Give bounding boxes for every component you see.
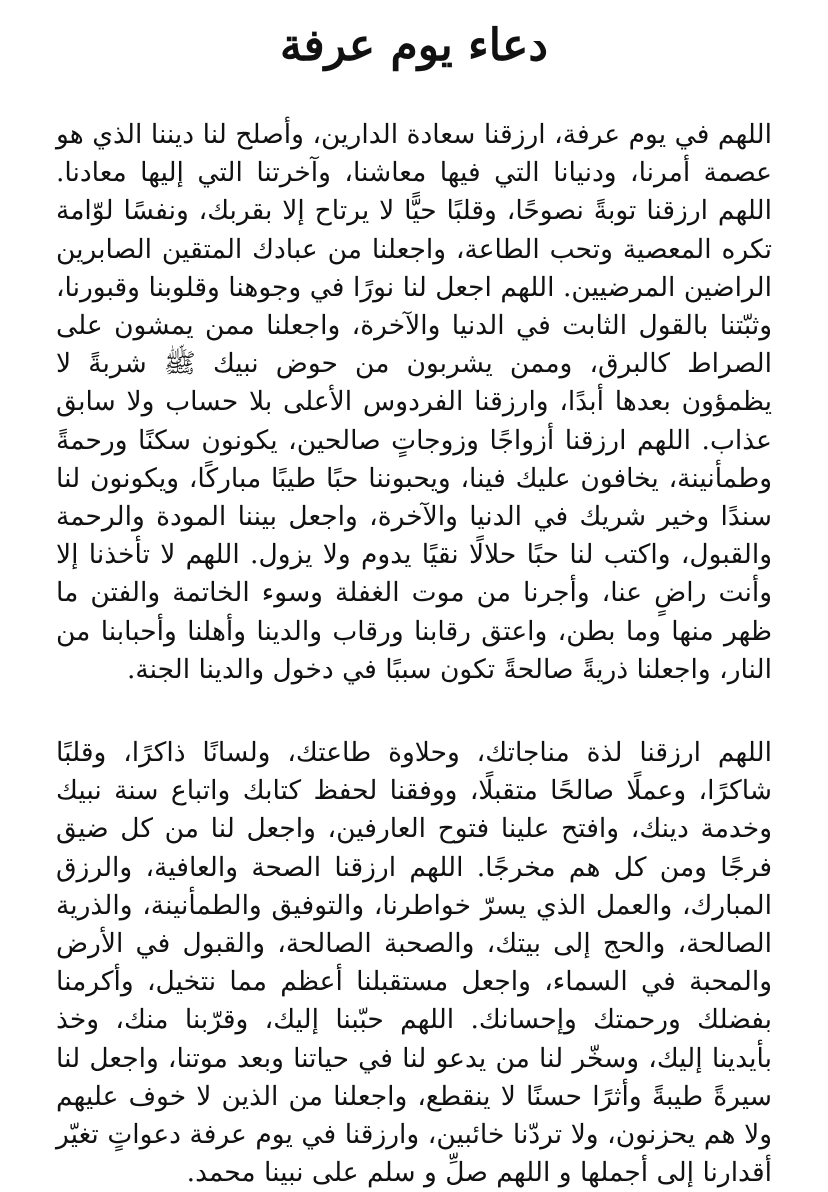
- paragraph-2: اللهم ارزقنا لذة مناجاتك، وحلاوة طاعتك، ولسانًا ذاكرًا، وقلبًا شاكرًا، وعملًا صالحًا متقبلًا، ووفقنا لحفظ كتابك واتباع سنة نبيك وخدمة دينك، وافتح علينا فتوح العارفين، واجعل لنا من كل ضيق فرجًا ومن كل هم مخرجًا. اللهم ارزقنا الصحة والعافية، والرزق المبارك، والعمل الذي يسرّ خواطرنا، والتوفيق والطمأنينة، والذرية الصالحة، والحج إلى بيتك، والصحبة الصالحة، والقبول في الأرض والمحبة في السماء، واجعل مستقبلنا أعظم مما نتخيل، وأكرمنا بفضلك ورحمتك وإحسانك. اللهم حبّبنا إليك، وقرّبنا منك، وخذ بأيدينا إليك، وسخّر لنا من يدعو لنا في حياتنا وبعد موتنا، واجعل لنا سيرةً طيبةً وأثرًا حسنًا لا ينقطع، واجعلنا من الذين لا خوف عليهم ولا هم يحزنون، ولا تردّنا خائبين، وارزقنا في يوم عرفة دعواتٍ تغيّر أقدارنا إلى أجملها و اللهم صلِّ و سلم على نبينا محمد.: [56, 737, 772, 1189]
- paragraph-1: اللهم في يوم عرفة، ارزقنا سعادة الدارين، وأصلح لنا ديننا الذي هو عصمة أمرنا، ودنيانا التي فيها معاشنا، وآخرتنا التي إليها معادنا. اللهم ارزقنا توبةً نصوحًا، وقلبًا حيًّا لا يرتاح إلا بقربك، ونفسًا لوّامة تكره المعصية وتحب الطاعة، واجعلنا من عبادك المتقين الصابرين الراضين المرضيين. اللهم اجعل لنا نورًا في وجوهنا وقلوبنا وقبورنا، وثبّتنا بالقول الثابت في الدنيا والآخرة، واجعلنا ممن يمشون على الصراط كالبرق، وممن يشربون من حوض نبيك ﷺ شربةً لا يظمؤون بعدها أبدًا، وارزقنا الفردوس الأعلى بلا حساب ولا سابق عذاب. اللهم ارزقنا أزواجًا وزوجاتٍ صالحين، يكونون سكنًا ورحمةً وطمأنينة، يخافون عليك فينا، ويحبوننا حبًا طيبًا مباركًا، ويكونون لنا سندًا وخير شريك في الدنيا والآخرة، واجعل بيننا المودة والرحمة والقبول، واكتب لنا حبًا حلالًا نقيًا يدوم ولا يزول. اللهم لا تأخذنا إلا وأنت راضٍ عنا، وأجرنا من موت الغفلة وسوء الخاتمة والفتن ما ظهر منها وما بطن، واعتق رقابنا ورقاب والدينا وأهلنا وأحبابنا من النار، واجعلنا ذريةً صالحةً تكون سببًا في دخول والدينا الجنة.: [56, 119, 772, 685]
- document-title: دعاء يوم عرفة: [280, 20, 548, 71]
